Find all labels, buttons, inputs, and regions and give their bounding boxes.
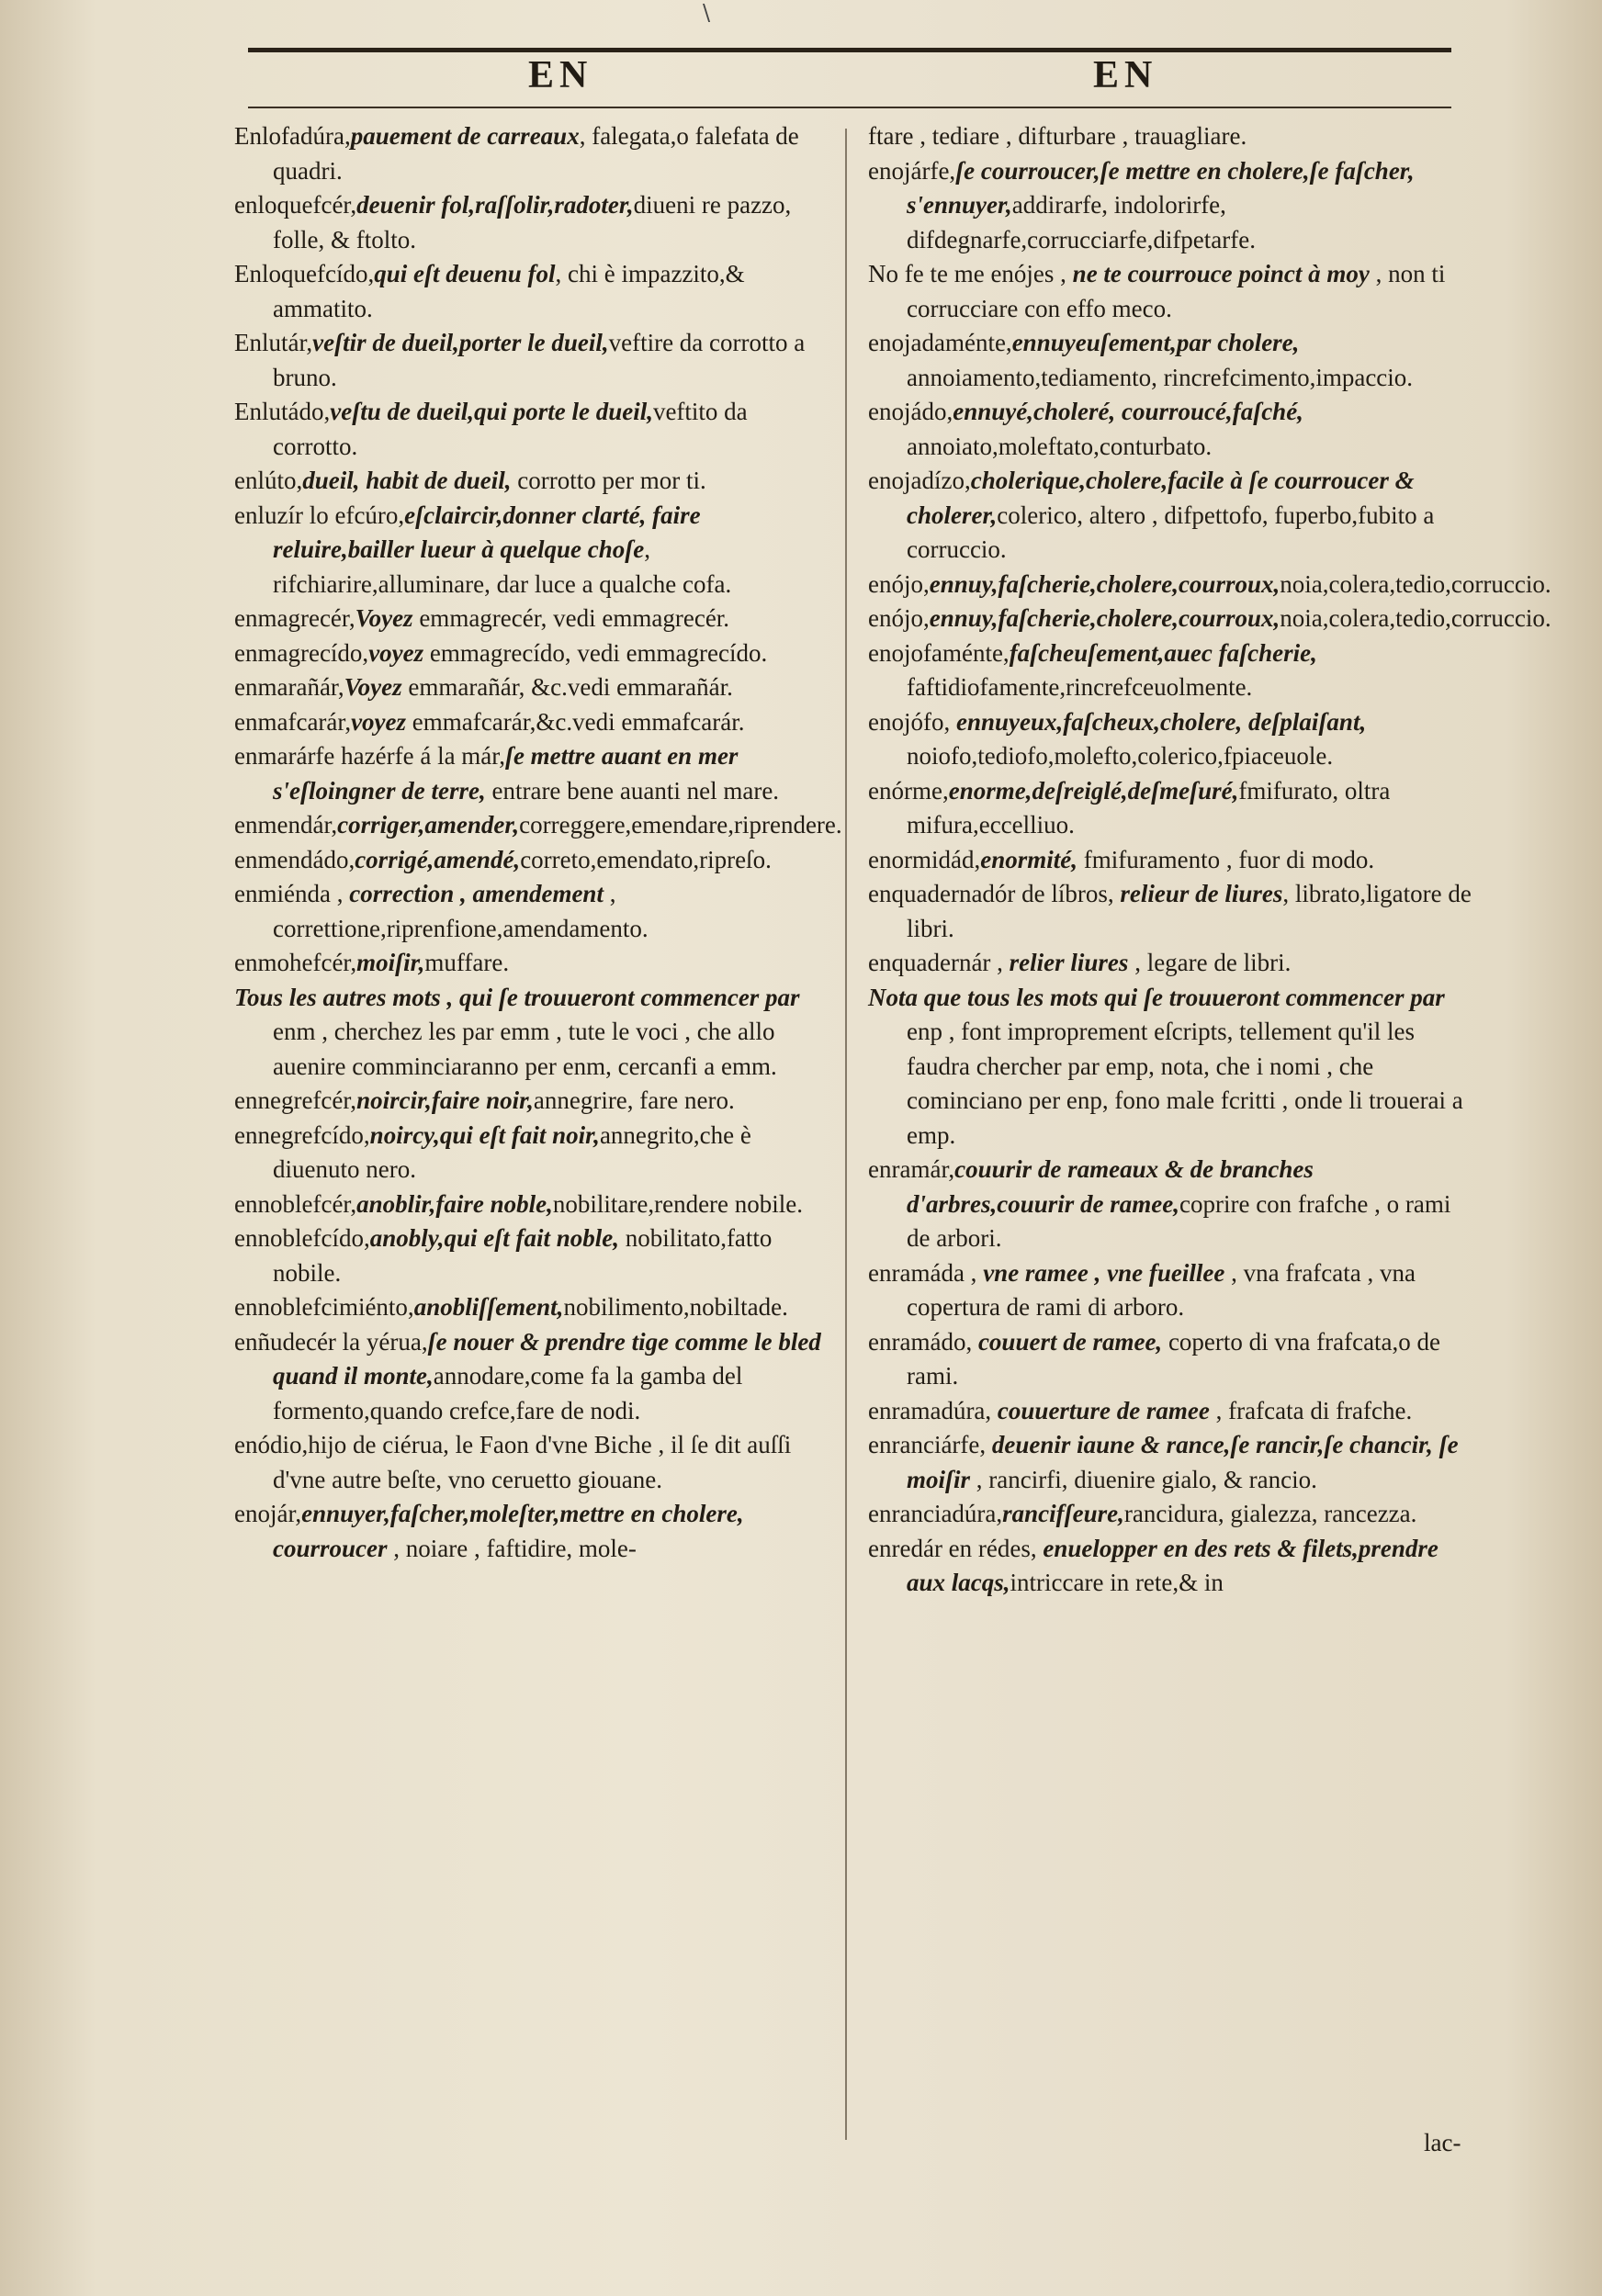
dictionary-entry (868, 1532, 1474, 1601)
entry-headword: enmarañár, (234, 673, 344, 701)
dictionary-entry (868, 1153, 1474, 1256)
entry-french: relieur de liures (1113, 880, 1283, 907)
entry-headword: enójo, (868, 604, 930, 632)
entry-french: Tous les autres mots , qui ſe trouueront commencer par (234, 983, 800, 1011)
entry-italian: , falegata,o falefata de quadri. (273, 122, 799, 185)
entry-headword: enójo, (868, 569, 930, 598)
entry-french: enuelopper en des rets & filets,prendre aux lacqs, (907, 1534, 1438, 1596)
entry-headword: enojofaménte, (868, 638, 1010, 667)
dictionary-entry (234, 1497, 831, 1566)
entry-italian: noia,colera,tedio,corruccio. (1280, 569, 1551, 598)
entry-italian: emmafcarár,&c.vedi emmafcarár. (406, 707, 745, 736)
entry-italian: addirarfe, indolorirfe, difdegnarfe,corrucciarfe,difpetarfe. (907, 191, 1256, 253)
entry-headword: enojár, (234, 1500, 302, 1527)
entry-italian: intriccare in rete,& in (1010, 1569, 1224, 1596)
column-divider (845, 129, 847, 2140)
entry-italian: , noiare , faftidire, mole- (387, 1534, 637, 1562)
entry-italian: correto,emendato,ripreſo. (520, 845, 772, 873)
dictionary-entry (234, 1119, 831, 1187)
entry-french: corrigé,amendé, (355, 845, 521, 873)
entry-italian: nobilitare,rendere nobile. (552, 1189, 804, 1218)
dictionary-entry (234, 877, 831, 946)
entry-french: deuenir iaune & rance,ſe rancir,ſe chancir, ſe moiſir (907, 1431, 1459, 1493)
dictionary-entry (234, 1084, 831, 1119)
entry-italian: , legare de libri. (1128, 949, 1292, 976)
entry-italian: , rifchiarire,alluminare, dar luce a qualche cofa. (273, 535, 732, 598)
entry-french: rancifſeure, (1002, 1500, 1124, 1527)
entry-french: voyez (351, 707, 407, 736)
entry-italian: enm , cherchez les par emm , tute le voci , che allo auenire comminciaranno per enm, cercanfi a emm. (273, 1018, 777, 1080)
entry-french: ſe mettre auant en mer s'eſloingner de terre, (273, 742, 739, 805)
dictionary-entry (868, 257, 1474, 326)
entry-italian: veftito da corrotto. (273, 398, 748, 460)
dictionary-entry (868, 568, 1551, 602)
entry-italian: nobilimento,nobiltade. (563, 1293, 788, 1321)
entry-headword: enojárfe, (868, 156, 956, 185)
entry-italian: , chi è impazzito,& ammatito. (273, 260, 745, 322)
entry-french: ne te courrouce poinct à moy (1072, 260, 1370, 287)
dictionary-entry (868, 946, 1474, 981)
dictionary-entry (234, 188, 831, 257)
entry-headword: enormidád, (868, 845, 981, 873)
entry-french: noircir,faire noir, (356, 1086, 534, 1114)
dictionary-entry (868, 326, 1474, 395)
entry-italian: fmifuramento , fuor di modo. (1077, 845, 1375, 873)
entry-headword: enredár en rédes, (868, 1534, 1037, 1562)
entry-french: moiſir, (356, 949, 425, 976)
dictionary-entry (234, 1428, 831, 1497)
dictionary-entry (868, 774, 1474, 843)
entry-italian: annodare,come fa la gamba del formento,quando crefce,fare de nodi. (273, 1362, 743, 1424)
entry-french: ennuyer,faſcher,moleſter,mettre en cholere, courroucer (273, 1500, 744, 1562)
entry-headword: enramádo, (868, 1327, 973, 1356)
entry-italian: fmifurato, oltra mifura,eccelliuo. (907, 776, 1391, 838)
running-header-left: EN (528, 54, 593, 96)
entry-french: dueil, habit de dueil, (302, 467, 512, 494)
entry-headword: enojadízo, (868, 467, 971, 494)
entry-italian: faftidiofamente,rincrefceuolmente. (907, 673, 1253, 701)
entry-french: Voyez (344, 673, 402, 701)
entry-italian: annoiato,moleftato,conturbato. (907, 432, 1213, 460)
dictionary-entry (868, 1394, 1474, 1429)
entry-french: anobly,qui eſt fait noble, (369, 1224, 619, 1252)
entry-french: ſe courroucer,ſe mettre en cholere,ſe faſcher, s'ennuyer, (907, 156, 1415, 219)
entry-headword: No fe te me enójes , (868, 260, 1073, 287)
entry-headword: enlúto, (234, 467, 303, 494)
entry-italian: coperto di vna frafcata,o de rami. (907, 1327, 1441, 1390)
dictionary-entry (868, 602, 1551, 636)
entry-italian: entrare bene auanti nel mare. (485, 776, 780, 805)
dictionary-entry (868, 154, 1474, 258)
dictionary-entry (234, 1221, 831, 1290)
entry-french: pauement de carreaux (350, 122, 580, 150)
entry-italian: emmagrecér, vedi emmagrecér. (412, 604, 730, 632)
dictionary-entry (234, 739, 831, 808)
dictionary-entry (234, 946, 831, 981)
entry-french: ennuyeux,faſcheux,cholere, deſplaiſant, (950, 707, 1367, 736)
entry-italian: noia,colera,tedio,corruccio. (1280, 604, 1551, 632)
dictionary-entry (234, 981, 831, 1085)
entry-italian: , vna frafcata , vna copertura de rami di arboro. (907, 1258, 1416, 1321)
entry-french: Voyez (355, 604, 413, 632)
entry-headword: ennegrefcído, (234, 1120, 370, 1149)
entry-french: qui eſt deuenu fol (374, 260, 556, 287)
entry-headword: enódio, (234, 1431, 309, 1458)
entry-headword: enórme, (868, 776, 949, 805)
entry-italian: veftire da corrotto a bruno. (273, 329, 806, 391)
entry-french: vne ramee , vne fueillee (983, 1258, 1225, 1287)
dictionary-entry (234, 670, 831, 705)
entry-french: couuerture de ramee (991, 1396, 1210, 1424)
entry-headword: enñudecér la yérua, (234, 1327, 428, 1356)
dictionary-entry (868, 1256, 1474, 1325)
entry-french: corriger,amender, (337, 811, 520, 838)
entry-french: enormité, (980, 845, 1077, 873)
dictionary-entry (868, 877, 1474, 946)
dictionary-entry (234, 1325, 831, 1429)
dictionary-entry (868, 1497, 1474, 1532)
entry-headword: enquadernár , (868, 949, 1010, 976)
dictionary-entry (234, 636, 831, 671)
dictionary-entry (868, 1325, 1474, 1394)
entry-italian: , frafcata di frafche. (1209, 1396, 1413, 1424)
dictionary-entry (868, 395, 1474, 464)
entry-headword: ennegrefcér, (234, 1086, 357, 1114)
dictionary-entry (868, 843, 1474, 878)
entry-headword: Enlofadúra, (234, 122, 351, 150)
dictionary-entry (868, 119, 1474, 154)
dictionary-entry (868, 464, 1474, 568)
entry-italian: noiofo,tediofo,molefto,colerico,fpiaceuole. (907, 742, 1334, 770)
header-rule (248, 107, 1451, 108)
entry-french: deuenir fol,raſſolir,radoter, (356, 191, 634, 219)
dictionary-entry (234, 326, 831, 395)
entry-headword: enmagrecér, (234, 604, 355, 632)
dictionary-entry (234, 395, 831, 464)
dictionary-entry (234, 602, 831, 636)
entry-italian: , librato,ligatore de libri. (907, 880, 1472, 942)
entry-italian: muffare. (424, 949, 510, 976)
entry-french: ſe nouer & prendre tige comme le bled quand il monte, (273, 1327, 821, 1390)
entry-italian: coprire con frafche , o rami de arbori. (907, 1189, 1451, 1252)
entry-french: eſclaircir,donner clarté, faire reluire,bailler lueur à quelque choſe (273, 501, 701, 563)
entry-french: correction , amendement (349, 880, 604, 907)
entry-headword: ennoblefcído, (234, 1224, 370, 1252)
entry-italian: annoiamento,tediamento, rincrefcimento,impaccio. (907, 363, 1414, 391)
dictionary-entry (868, 636, 1474, 705)
entry-italian: colerico, altero , difpettofo, fuperbo,fubito a corruccio. (907, 501, 1435, 563)
entry-headword: enojádo, (868, 398, 953, 425)
entry-french: ennuyeuſement,par cholere, (1011, 329, 1300, 356)
entry-italian: enp , font improprement eſcripts, tellement qu'il les faudra chercher par emp, nota, che i nomi , che cominciano per enp, fono male fcritti , onde li trouerai a emp. (907, 1018, 1463, 1149)
left-column (234, 119, 842, 1566)
entry-headword: enojófo, (868, 707, 951, 736)
entry-headword: enmiénda , (234, 880, 350, 907)
dictionary-entry (234, 1290, 831, 1325)
entry-headword: enmarárfe hazérfe á la már, (234, 742, 505, 770)
top-rule (248, 48, 1451, 52)
entry-headword: enloquefcér, (234, 191, 357, 219)
entry-italian: emmarañár, &c.vedi emmarañár. (401, 673, 733, 701)
entry-headword: enmendár, (234, 811, 338, 838)
entry-headword: enramár, (868, 1155, 955, 1183)
top-mark: \ (703, 0, 711, 26)
entry-french: Nota que tous les mots qui ſe trouueront commencer par (868, 983, 1445, 1011)
entry-italian: , correttione,riprenfione,amendamento. (273, 880, 649, 942)
dictionary-entry (234, 257, 831, 326)
entry-italian: hijo de ciérua, le Faon d'vne Biche , il ſe dit auſſi d'vne autre beſte, vno ceruetto giouane. (273, 1431, 792, 1493)
entry-headword: enmagrecído, (234, 638, 369, 667)
entry-french: enorme,deſreiglé,deſmeſuré, (948, 776, 1239, 805)
entry-italian: annegrire, fare nero. (533, 1086, 735, 1114)
dictionary-entry (868, 1428, 1474, 1497)
dictionary-entry (234, 464, 831, 499)
entry-italian: , non ti corrucciare con effo meco. (907, 260, 1446, 322)
entry-italian: emmagrecído, vedi emmagrecído. (423, 638, 768, 667)
entry-headword: ennoblefcér, (234, 1189, 357, 1218)
entry-headword: enranciárfe, (868, 1431, 987, 1458)
entry-italian: , rancirfi, diuenire gialo, & rancio. (970, 1465, 1317, 1493)
entry-italian: corrotto per mor ti. (511, 467, 706, 494)
entry-headword: enquadernadór de líbros, (868, 880, 1114, 907)
entry-headword: enramadúra, (868, 1396, 992, 1424)
entry-french: veſtu de dueil,qui porte le dueil, (330, 398, 653, 425)
dictionary-entry (234, 808, 842, 843)
catchword: lac- (1424, 2129, 1461, 2156)
entry-french: voyez (368, 638, 424, 667)
entry-headword: enluzír lo efcúro, (234, 501, 405, 529)
entry-italian: rancidura, gialezza, rancezza. (1123, 1500, 1417, 1527)
entry-headword: enramáda , (868, 1258, 984, 1287)
entry-headword: enranciadúra, (868, 1500, 1003, 1527)
entry-french: veſtir de dueil,porter le dueil, (312, 329, 609, 356)
entry-headword: Enloquefcído, (234, 260, 375, 287)
entry-italian: annegrito,che è diuenuto nero. (273, 1120, 751, 1183)
entry-french: noircy,qui eſt fait noir, (369, 1120, 600, 1149)
dictionary-entry (234, 499, 831, 602)
entry-italian: ftare , tediare , difturbare , trauagliare. (868, 122, 1247, 150)
entry-french: relier liures (1009, 949, 1129, 976)
dictionary-entry (234, 705, 831, 740)
entry-french: couuert de ramee, (972, 1327, 1163, 1356)
entry-french: ennuy,faſcherie,cholere,courroux, (929, 604, 1280, 632)
right-column (868, 119, 1551, 1601)
entry-french: anoblir,faire noble, (356, 1189, 553, 1218)
dictionary-entry (868, 705, 1474, 774)
entry-french: ennuyé,choleré, courroucé,faſché, (953, 398, 1303, 425)
running-header-right: EN (1093, 54, 1158, 96)
dictionary-entry (868, 981, 1474, 1154)
entry-french: faſcheuſement,auec faſcherie, (1009, 638, 1317, 667)
entry-headword: enmohefcér, (234, 949, 357, 976)
entry-french: ennuy,faſcherie,cholere,courroux, (929, 569, 1280, 598)
entry-french: couurir de rameaux & de branches d'arbres,couurir de ramee, (907, 1155, 1314, 1218)
entry-headword: Enlutádo, (234, 398, 331, 425)
dictionary-entry (234, 1187, 831, 1222)
entry-french: anobliſſement, (413, 1293, 564, 1321)
dictionary-entry (234, 843, 831, 878)
entry-italian: nobilitato,fatto nobile. (273, 1224, 773, 1287)
entry-french: cholerique,cholere,facile à ſe courroucer & cholerer, (907, 467, 1415, 529)
entry-headword: enmendádo, (234, 845, 355, 873)
dictionary-entry (234, 119, 831, 188)
entry-headword: Enlutár, (234, 329, 313, 356)
entry-headword: enojadaménte, (868, 329, 1012, 356)
entry-headword: enmafcarár, (234, 707, 352, 736)
entry-italian: diueni re pazzo, folle, & ftolto. (273, 191, 792, 253)
entry-italian: correggere,emendare,riprendere. (519, 811, 842, 838)
entry-headword: ennoblefcimiénto, (234, 1293, 414, 1321)
